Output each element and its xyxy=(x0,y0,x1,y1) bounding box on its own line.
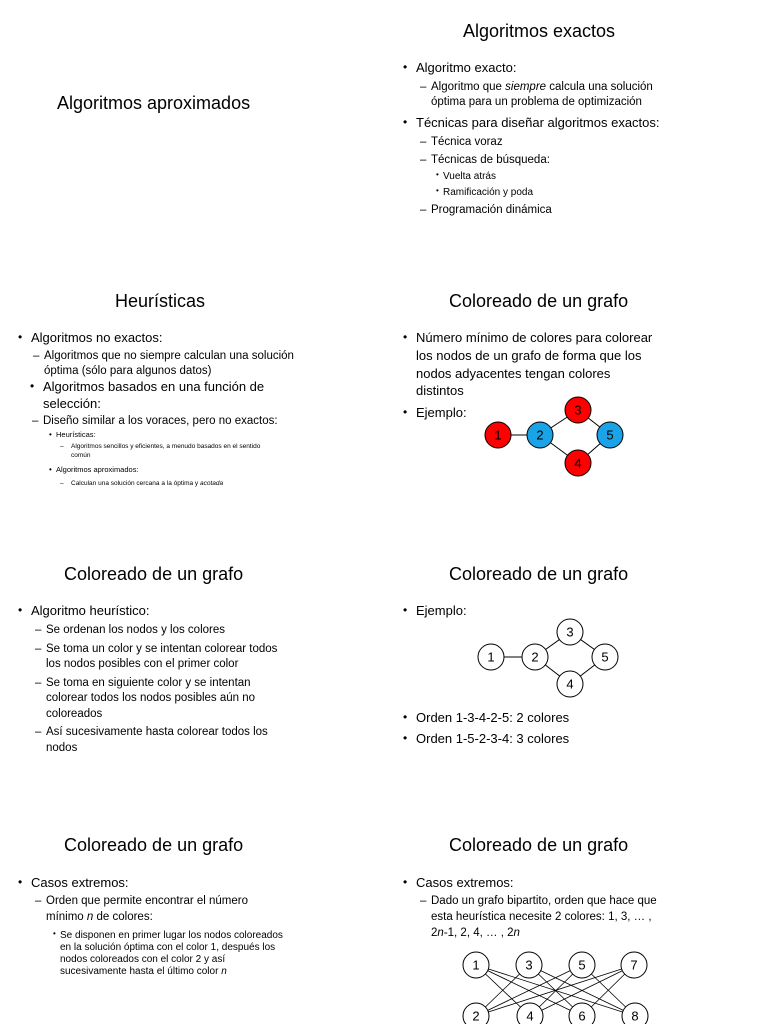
slide-title: Coloreado de un grafo xyxy=(64,564,244,584)
sub-bullet-cont: esta heurística necesite 2 colores: 1, 3, … , xyxy=(431,911,652,923)
sub-bullet: – Técnica voraz xyxy=(431,136,503,149)
svg-text:4: 4 xyxy=(526,1008,534,1024)
graph-node-4 xyxy=(517,1003,543,1024)
sub-sub-bullet: • Vuelta atrás xyxy=(443,171,496,182)
detail: – Calculan una solución cercana a la óptima y acotada xyxy=(71,480,223,487)
graph-node-2 xyxy=(527,422,553,448)
bullet: • Algoritmo heurístico: xyxy=(31,604,150,618)
bullet: • Ejemplo: xyxy=(416,604,467,618)
bullet: • Ejemplo: xyxy=(416,406,467,420)
graph-node-5 xyxy=(592,644,618,670)
bullet: • Orden 1-5-2-3-4: 3 colores xyxy=(416,732,569,746)
graph-node-2 xyxy=(522,644,548,670)
sub-bullet-cont: selección: xyxy=(43,396,101,411)
svg-text:1: 1 xyxy=(472,957,480,973)
graph-node-5 xyxy=(569,952,595,978)
sub-bullet: – Orden que permite encontrar el número xyxy=(46,895,248,908)
bullet-cont: nodos adyacentes tengan colores xyxy=(416,366,611,381)
sub-bullet: – Diseño similar a los voraces, pero no exactos: xyxy=(43,415,278,428)
sub-bullet: – Así sucesivamente hasta colorear todos los xyxy=(46,726,268,739)
slide-title: Coloreado de un grafo xyxy=(64,835,244,855)
sub-bullet-cont: nodos xyxy=(46,742,78,754)
sub-bullet: – Se toma un color y se intentan colorear todos xyxy=(46,643,277,656)
sub-bullet: – Se toma en siguiente color y se intentan xyxy=(46,677,251,690)
bullet: • Algoritmos no exactos: xyxy=(31,331,163,345)
sub-bullet-cont: 2n-1, 2, 4, … , 2n xyxy=(431,927,520,939)
sub-sub-bullet: • Algoritmos aproximados: xyxy=(56,466,139,474)
slide-title: Coloreado de un grafo xyxy=(449,291,629,311)
sub-sub-bullet-cont: nodos coloreados con el color 2 y así xyxy=(60,954,226,965)
svg-text:2: 2 xyxy=(531,649,539,665)
svg-text:1: 1 xyxy=(494,427,502,443)
svg-text:3: 3 xyxy=(574,402,582,418)
bullet: • Casos extremos: xyxy=(31,876,129,890)
graph-node-6 xyxy=(569,1003,595,1024)
graph-node-4 xyxy=(565,450,591,476)
graph-node-7 xyxy=(621,952,647,978)
svg-text:7: 7 xyxy=(630,957,638,973)
sub-bullet: – Dado un grafo bipartito, orden que hace que xyxy=(431,895,657,908)
sub-sub-bullet: • Heurísticas: xyxy=(56,431,96,439)
svg-text:1: 1 xyxy=(487,649,495,665)
graph-node-3 xyxy=(516,952,542,978)
svg-text:6: 6 xyxy=(578,1008,586,1024)
sub-bullet-cont: mínimo n de colores: xyxy=(46,911,153,923)
bullet: • Casos extremos: xyxy=(416,876,514,890)
svg-text:4: 4 xyxy=(574,455,582,471)
svg-text:2: 2 xyxy=(472,1008,480,1024)
slide-title: Heurísticas xyxy=(115,291,206,311)
graph-node-4 xyxy=(557,671,583,697)
sub-sub-bullet: • Se disponen en primer lugar los nodos coloreados xyxy=(60,930,283,941)
slide-title: Algoritmos aproximados xyxy=(57,93,251,113)
slide-title: Algoritmos exactos xyxy=(463,21,616,41)
sub-bullet-cont: los nodos posibles con el primer color xyxy=(46,658,239,670)
sub-bullet-cont: óptima para un problema de optimización xyxy=(431,96,642,108)
svg-text:5: 5 xyxy=(578,957,586,973)
graph-node-1 xyxy=(485,422,511,448)
detail-cont: común xyxy=(71,452,91,459)
sub-bullet-cont: coloreados xyxy=(46,708,103,720)
sub-bullet-cont: colorear todos los nodos posibles aún no xyxy=(46,692,256,704)
graph-node-1 xyxy=(478,644,504,670)
graph-node-2 xyxy=(463,1003,489,1024)
bullet: • Orden 1-3-4-2-5: 2 colores xyxy=(416,711,569,725)
svg-text:2: 2 xyxy=(536,427,544,443)
sub-bullet: – Técnicas de búsqueda: xyxy=(431,154,550,167)
sub-bullet: – Algoritmo que siempre calcula una solución xyxy=(431,81,653,94)
sub-bullet: • Algoritmos basados en una función de xyxy=(43,380,264,394)
sub-sub-bullet: • Ramificación y poda xyxy=(443,187,533,198)
graph-node-3 xyxy=(565,397,591,423)
sub-bullet: – Se ordenan los nodos y los colores xyxy=(46,624,225,637)
graph-node-1 xyxy=(463,952,489,978)
bullet: • Número mínimo de colores para colorear xyxy=(416,331,652,345)
graph-node-5 xyxy=(597,422,623,448)
colored-graph xyxy=(470,392,640,482)
bullet-cont: distintos xyxy=(416,383,464,398)
svg-text:3: 3 xyxy=(566,624,574,640)
svg-text:5: 5 xyxy=(606,427,614,443)
svg-text:8: 8 xyxy=(631,1008,639,1024)
bullet: • Técnicas para diseñar algoritmos exactos: xyxy=(416,116,660,130)
sub-sub-bullet-cont: en la solución óptima con el color 1, después los xyxy=(60,942,276,953)
bipartite-graph xyxy=(455,948,655,1024)
sub-bullet-cont: óptima (sólo para algunos datos) xyxy=(44,365,212,377)
sub-bullet: – Algoritmos que no siempre calculan una solución xyxy=(44,350,294,363)
svg-text:3: 3 xyxy=(525,957,533,973)
svg-text:4: 4 xyxy=(566,676,574,692)
graph-node-8 xyxy=(622,1003,648,1024)
svg-text:5: 5 xyxy=(601,649,609,665)
detail: – Algoritmos sencillos y eficientes, a menudo basados en el sentido xyxy=(71,443,260,450)
slide-title: Coloreado de un grafo xyxy=(449,835,629,855)
bullet: • Algoritmo exacto: xyxy=(416,61,516,75)
bullet-cont: los nodos de un grafo de forma que los xyxy=(416,348,642,363)
graph-node-3 xyxy=(557,619,583,645)
slide-title: Coloreado de un grafo xyxy=(449,564,629,584)
sub-bullet: – Programación dinámica xyxy=(431,204,552,217)
sub-sub-bullet-cont: sucesivamente hasta el último color n xyxy=(60,966,227,977)
uncolored-graph xyxy=(470,618,640,700)
